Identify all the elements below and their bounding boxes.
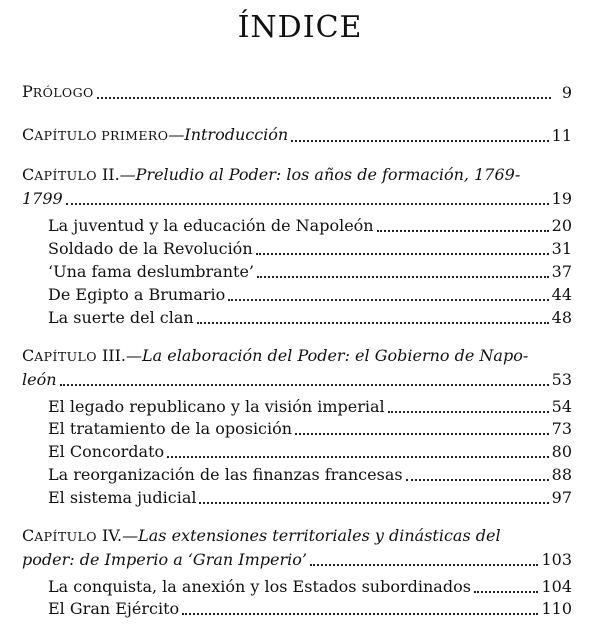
- dot-leader: [388, 410, 549, 413]
- toc-page-number: 103: [541, 550, 572, 569]
- dot-leader: [256, 252, 549, 255]
- toc-page-number: 9: [561, 83, 572, 102]
- toc-subentry[interactable]: [48, 259, 572, 281]
- dot-leader: [182, 612, 538, 615]
- dot-leader: [377, 229, 549, 232]
- dot-leader: [60, 383, 549, 386]
- dot-leader: [66, 202, 549, 205]
- dot-leader: [257, 275, 549, 278]
- toc-page-number: 19: [551, 189, 572, 208]
- toc-page-number: 11: [551, 126, 572, 145]
- toc-subentry[interactable]: [48, 439, 572, 461]
- toc-entry-label: poder: de Imperio a ‘Gran Imperio’: [22, 550, 307, 569]
- dot-leader: [474, 590, 539, 593]
- dot-leader: [406, 478, 549, 481]
- toc-entry-label: ‘Una fama deslumbrante’: [48, 262, 254, 281]
- toc-entry-label: La suerte del clan: [48, 308, 194, 327]
- toc-page-number: 80: [551, 442, 572, 461]
- toc-entry-label: El sistema judicial: [48, 488, 197, 507]
- toc-subentry[interactable]: [48, 282, 572, 304]
- dot-leader: [291, 139, 548, 142]
- toc-page-number: 54: [551, 397, 572, 416]
- toc-subentry[interactable]: [48, 596, 572, 618]
- dot-leader: [228, 298, 548, 301]
- toc-entry-label: El legado republicano y la visión imperial: [48, 397, 385, 416]
- toc-entry-prologo[interactable]: [22, 80, 572, 102]
- toc-page-number: 48: [551, 308, 572, 327]
- toc-subentry[interactable]: [48, 394, 572, 416]
- toc-page-number: 104: [541, 577, 572, 596]
- toc-entry-label: PRÓLOGO: [22, 82, 94, 101]
- toc-entry-label: Soldado de la Revolución: [48, 239, 253, 258]
- dot-leader: [167, 455, 548, 458]
- toc-entry-label: CAPÍTULO PRIMERO—Introducción: [22, 125, 289, 144]
- toc-entry-label: La reorganización de las finanzas francesas: [48, 465, 403, 484]
- toc-chapter-heading-2[interactable]: CAPÍTULO II.—Preludio al Poder: los años de formación, 1769-: [22, 165, 521, 184]
- toc-entry-label: La conquista, la anexión y los Estados subordinados: [48, 577, 471, 596]
- toc-page-number: 44: [551, 285, 572, 304]
- toc-page-number: 73: [551, 419, 572, 438]
- toc-entry-label: De Egipto a Brumario: [48, 285, 226, 304]
- toc-entry-label: 1799: [22, 189, 63, 208]
- toc-subentry[interactable]: [48, 574, 572, 596]
- toc-entry-label: El Gran Ejército: [48, 599, 180, 618]
- dot-leader: [197, 321, 549, 324]
- toc-page-number: 37: [551, 262, 572, 281]
- toc-subentry[interactable]: [48, 416, 572, 438]
- toc-subentry[interactable]: [48, 462, 572, 484]
- toc-page-number: 31: [551, 239, 572, 258]
- toc-page-number: 20: [551, 216, 572, 235]
- toc-subentry[interactable]: [48, 213, 572, 235]
- toc-entry-capitulo-2[interactable]: [22, 186, 572, 208]
- dot-leader: [97, 96, 551, 99]
- toc-subentry[interactable]: [48, 305, 572, 327]
- toc-entry-label: La juventud y la educación de Napoleón: [48, 216, 374, 235]
- toc-chapter-heading-3[interactable]: CAPÍTULO III.—La elaboración del Poder: el Gobierno de Napo-: [22, 346, 529, 365]
- dot-leader: [295, 432, 549, 435]
- dot-leader: [199, 501, 548, 504]
- page-title: ÍNDICE: [237, 10, 363, 45]
- toc-entry-label: El tratamiento de la oposición: [48, 419, 293, 438]
- toc-entry-capitulo-1[interactable]: [22, 123, 572, 145]
- toc-page-number: 88: [551, 465, 572, 484]
- toc-subentry[interactable]: [48, 236, 572, 258]
- toc-entry-label: El Concordato: [48, 442, 165, 461]
- toc-entry-label: león: [22, 370, 57, 389]
- toc-subentry[interactable]: [48, 485, 572, 507]
- toc-entry-capitulo-4[interactable]: [22, 547, 572, 569]
- toc-entry-capitulo-3[interactable]: [22, 367, 572, 389]
- toc-page-number: 97: [551, 488, 572, 507]
- dot-leader: [310, 563, 539, 566]
- toc-page-number: 110: [541, 599, 572, 618]
- toc-page-number: 53: [551, 370, 572, 389]
- toc-chapter-heading-4[interactable]: CAPÍTULO IV.—Las extensiones territoriales y dinásticas del: [22, 526, 501, 545]
